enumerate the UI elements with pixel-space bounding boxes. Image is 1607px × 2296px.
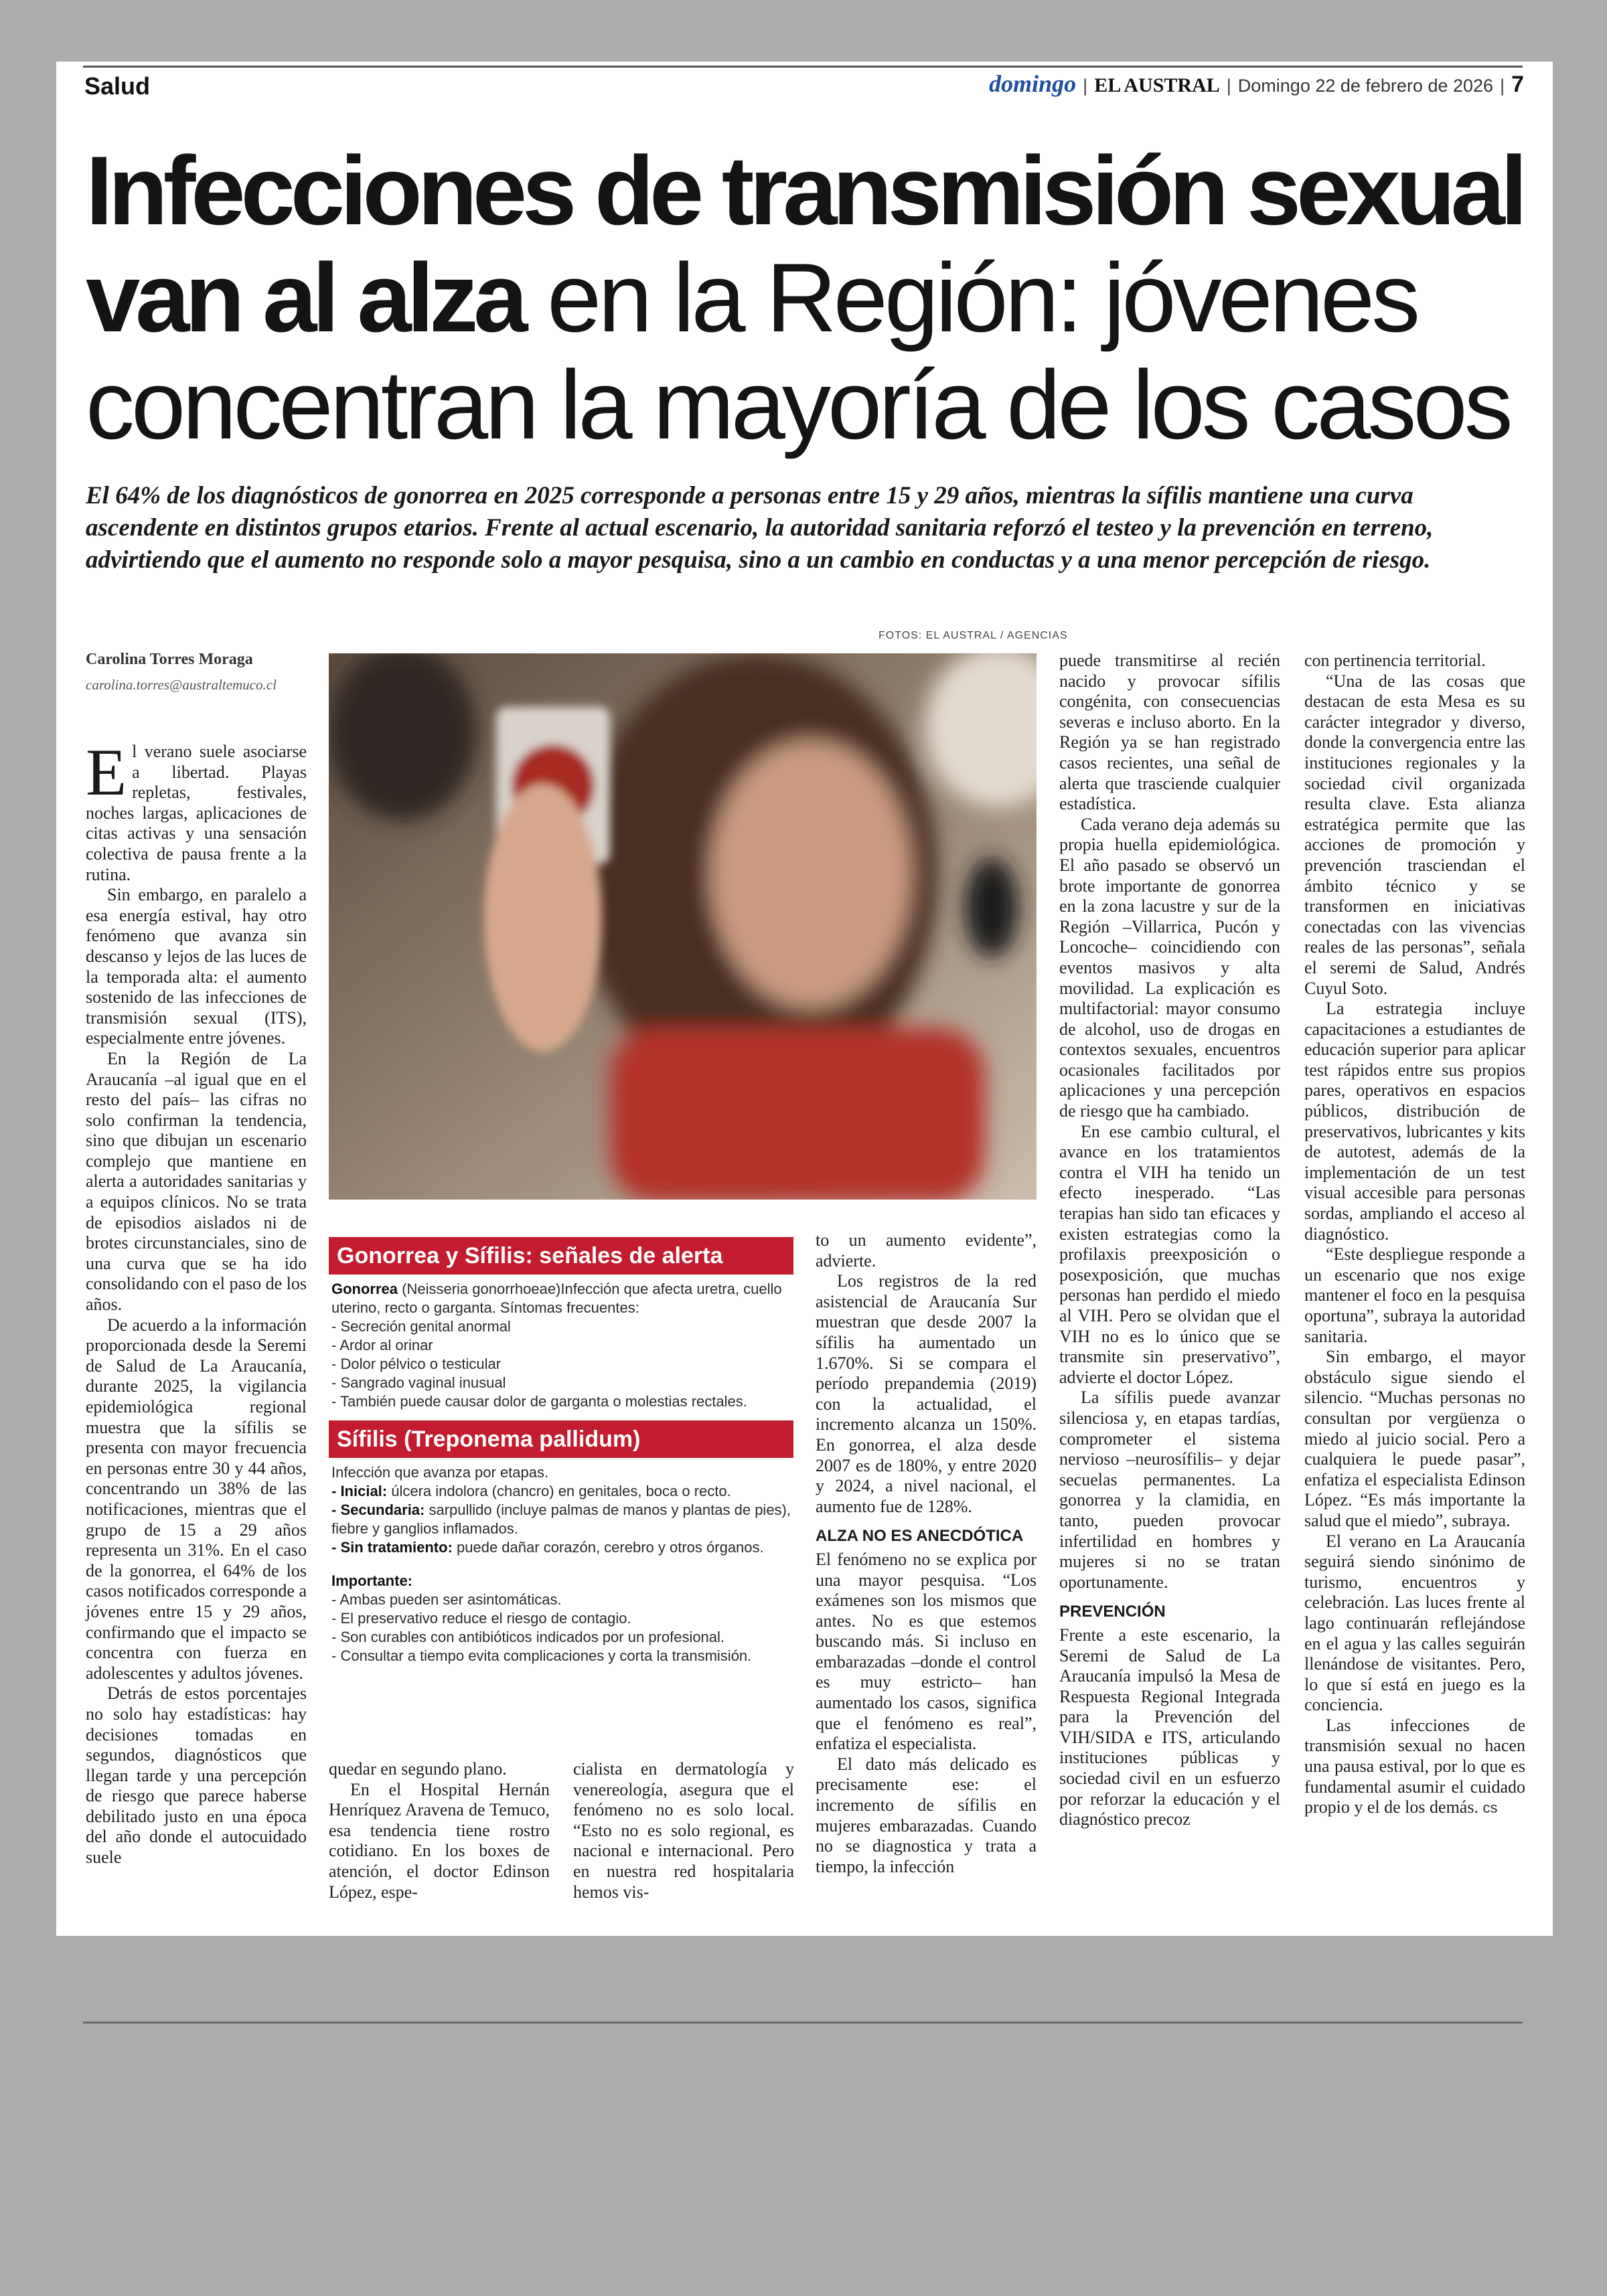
paragraph: “Este despliegue responde a un escenario que nos exige mantener el foco en la pesquisa oportuna”, subraya la autoridad sanitaria.	[1304, 1244, 1525, 1346]
term: - Inicial:	[331, 1483, 388, 1499]
masthead	[989, 70, 1524, 98]
paragraph: quedar en segundo plano.	[329, 1759, 507, 1779]
info-box	[329, 1237, 793, 1665]
paragraph: Sin embargo, el mayor obstáculo sigue siendo el silencio. “Muchas personas no consultan por vergüenza o miedo al juicio social. Pero a cualquiera le puede pasar”, enfatiza el especialista Edinson López. “Es más importante la salud que el miedo”, subraya.	[1304, 1347, 1525, 1530]
definition: sarpullido (incluye palmas de manos y plantas de pies), fiebre y ganglios inflamados.	[331, 1501, 791, 1537]
signoff-mark: cs	[1482, 1799, 1498, 1817]
photo-credit: FOTOS: EL AUSTRAL / AGENCIAS	[878, 630, 1068, 641]
headline-light-2: en la Región: jóvenes	[523, 243, 1418, 352]
closing-text: Las infecciones de transmisión sexual no hacen una pausa estival, por lo que es fundamental asumir el cuidado propio y el de los demás.	[1304, 1715, 1525, 1817]
headline-bold-1: Infecciones de transmisión sexual	[86, 136, 1523, 245]
deck: El 64% de los diagnósticos de gonorrea en 2025 corresponde a personas entre 15 y 29 años, mientras la sífilis mantiene una curva ascendente en distintos grupos etarios. Frente al actual escenario, la autoridad sanitaria reforzó el testeo y la prevención en terreno, advirtiendo que el aumento no responde solo a mayor pesquisa, sino a un cambio en conductas y a una menor percepción de riesgo.	[86, 482, 1434, 574]
paragraph: “Una de las cosas que destacan de esta Mesa es su carácter integrador y diverso, donde la convergencia entre las instituciones regionales y la sociedad civil organizada resulta clave. Esta alianza estratégica permite que las acciones de promoción y prevención trasciendan el ámbito técnico y se transformen en iniciativas conectadas con las vivencias reales de las personas”, señala el seremi de Salud, Andrés Cuyul Soto.	[1304, 671, 1525, 998]
paragraph: En la Región de La Araucanía –al igual que en el resto del país– las cifras no solo confirman la tendencia, sino que dibujan un escenario complejo que mantiene en alerta a autoridades sanitarias y a equipos clínicos. No se trata de episodios aislados ni de brotes circunstanciales, sino de una curva que se ha ido consolidando con el paso de los años.	[86, 1048, 307, 1315]
term: - Secundaria:	[331, 1501, 425, 1518]
author-name: Carolina Torres Moraga	[86, 651, 253, 668]
definition: puede dañar corazón, cerebro y otros órganos.	[452, 1539, 764, 1556]
important-list	[331, 1590, 791, 1665]
separator: |	[1500, 76, 1505, 96]
footer-rule	[83, 2022, 1523, 2024]
list-item: - El preservativo reduce el riesgo de contagio.	[331, 1609, 791, 1628]
separator: |	[1083, 76, 1088, 96]
list-item: - Secreción genital anormal	[331, 1317, 791, 1336]
definition: úlcera indolora (chancro) en genitales, boca o recto.	[387, 1483, 731, 1499]
important-label: Importante:	[331, 1572, 412, 1589]
paragraph: Detrás de estos porcentajes no solo hay estadísticas: hay decisiones tomadas en segundos, diagnósticos que llegan tarde y una percepción de riesgo que parece haberse debilitado justo en una época del año donde el autocuidado suele	[86, 1684, 307, 1868]
paragraph: El verano en La Araucanía seguirá siendo sinónimo de turismo, encuentros y celebración. Las luces frente al lago continuarán reflejándose en el agua y las calles seguirán llenándose de visitantes. Pero, lo que sí está en juego es la conciencia.	[1304, 1531, 1525, 1715]
info-box-title: Sífilis (Treponema pallidum)	[329, 1420, 793, 1458]
article-column-4	[816, 1230, 1037, 1877]
headline	[86, 137, 1532, 459]
term: Gonorrea	[331, 1281, 398, 1297]
term: - Sin tratamiento:	[331, 1539, 453, 1556]
paragraph: puede transmitirse al recién nacido y provocar sífilis congénita, con consecuencias severas e incluso aborto. En la Región ya se han registrado casos recientes, una señal de alerta que trasciende cualquier estadística.	[1059, 651, 1280, 814]
header-rule	[83, 66, 1523, 68]
gonorrea-description	[331, 1280, 791, 1317]
subheading: PREVENCIÓN	[1059, 1603, 1166, 1621]
list-item: - Ambas pueden ser asintomáticas.	[331, 1590, 791, 1609]
info-box-title: Gonorrea y Sífilis: señales de alerta	[329, 1237, 793, 1275]
paragraph: La estrategia incluye capacitaciones a estudiantes de educación superior para aplicar test rápidos entre sus propios pares, operativos en espacios públicos, distribución de preservativos, lubricantes y kits de autotest, además de la implementación de un test visual accesible para personas sordas, ampliando el acceso al diagnóstico.	[1304, 999, 1525, 1244]
gonorrea-section	[329, 1275, 793, 1411]
issue-date: Domingo 22 de febrero de 2026	[1237, 76, 1494, 96]
subheading: ALZA NO ES ANECDÓTICA	[816, 1527, 1024, 1546]
paragraph: Los registros de la red asistencial de Araucanía Sur muestran que desde 2007 la sífilis ha aumentado un 1.670%. Si se compara el período prepandemia (2019) con la actualidad, el incremento alcanza un 150%. En gonorrea, el alza desde 2007 es de 180%, y entre 2020 y 2024, a nivel nacional, el aumento fue de 128%.	[816, 1271, 1037, 1516]
article-column-5	[1059, 651, 1280, 1830]
sifilis-section	[329, 1458, 793, 1665]
page-number: 7	[1511, 72, 1524, 97]
paragraph: En ese cambio cultural, el avance en los tratamientos contra el VIH ha tenido un efecto inesperado. “Las terapias han sido tan eficaces y existen estrategias como la profilaxis preexposición o posexposición, que muchas personas han perdido el miedo al VIH. Pero se olvidan que el VIH no es lo único que se transmite sin preservativo”, advierte el doctor López.	[1059, 1121, 1280, 1387]
separator: |	[1226, 76, 1231, 96]
paragraph: Sin embargo, en paralelo a esa energía estival, hay otro fenómeno que avanza sin descanso y lejos de las luces de la temporada alta: el aumento sostenido de las infecciones de transmisión sexual (ITS), especialmente entre jóvenes.	[86, 885, 307, 1048]
paragraph: con pertinencia territorial.	[1304, 651, 1486, 670]
author-email: carolina.torres@australtemuco.cl	[86, 677, 277, 693]
paragraph: Frente a este escenario, la Seremi de Salud de La Araucanía impulsó la Mesa de Respuesta Regional Integrada para la Prevención del VIH/SIDA e ITS, articulando instituciones públicas y sociedad civil en un esfuerzo por reforzar la educación y el diagnóstico precoz	[1059, 1625, 1280, 1829]
symptom-list	[331, 1317, 791, 1411]
stage-item	[331, 1538, 791, 1557]
headline-light-3: concentran la mayoría de los casos	[86, 350, 1510, 459]
article-photo	[329, 653, 1037, 1200]
list-item: - Sangrado vaginal inusual	[331, 1374, 791, 1392]
stage-item	[331, 1482, 791, 1501]
byline	[86, 651, 313, 693]
headline-bold-2: van al alza	[86, 243, 524, 352]
article-column-2	[329, 1759, 550, 1902]
article-column-1	[86, 735, 307, 1868]
sifilis-intro: Infección que avanza por etapas.	[331, 1464, 549, 1481]
article-column-6	[1304, 651, 1525, 1819]
paragraph: La sífilis puede avanzar silenciosa y, en etapas tardías, comprometer el sistema nervioso –neurosífilis– y dejar secuelas permanentes. La gonorrea y la clamidia, en tanto, pueden provocar infertilidad en hombres y mujeres si no se tratan oportunamente.	[1059, 1388, 1280, 1592]
stage-item	[331, 1501, 791, 1538]
list-item: - Son curables con antibióticos indicados por un profesional.	[331, 1628, 791, 1647]
newspaper-name: EL AUSTRAL	[1094, 74, 1220, 96]
paragraph	[1304, 1716, 1525, 1819]
paragraph: De acuerdo a la información proporcionada desde la Seremi de Salud de La Araucanía, durante 2025, la vigilancia epidemiológica regional muestra que la sífilis se presenta con mayor frecuencia en personas entre 30 y 44 años, concentrando un 38% de las notificaciones, mientras que el grupo de 15 a 29 años representa un 31%. En el caso de la gonorrea, el 64% de los casos notificados corresponde a jóvenes entre 15 y 29 años, confirmando que el impacto se concentra con fuerza en adolescentes y adultos jóvenes.	[86, 1315, 307, 1683]
paragraph: En el Hospital Hernán Henríquez Aravena de Temuco, esa tendencia tiene rostro cotidiano. En los boxes de atención, el doctor Edinson López, espe-	[329, 1779, 550, 1902]
paragraph: to un aumento evidente”, advierte.	[816, 1230, 1037, 1270]
list-item: - Consultar a tiempo evita complicaciones y corta la transmisión.	[331, 1647, 791, 1665]
brand-name: domingo	[989, 70, 1077, 97]
paragraph: El dato más delicado es precisamente ese: el incremento de sífilis en mujeres embarazadas. Cuando no se diagnostica y trata a tiempo, la infección	[816, 1754, 1037, 1876]
list-item: - También puede causar dolor de garganta o molestias rectales.	[331, 1392, 791, 1411]
article-column-3	[573, 1759, 794, 1902]
paragraph: cialista en dermatología y venereología, asegura que el fenómeno no es solo local. “Esto no es solo regional, es nacional e internacional. Pero en nuestra red hospitalaria hemos vis-	[573, 1759, 794, 1902]
paragraph: El verano suele asociarse a libertad. Playas repletas, festivales, noches largas, aplicaciones de citas activas y una sensación colectiva de pausa frente a la rutina.	[86, 735, 307, 884]
section-label: Salud	[84, 72, 151, 100]
list-item: - Ardor al orinar	[331, 1336, 791, 1355]
paragraph: Cada verano deja además su propia huella epidemiológica. El año pasado se observó un brote importante de gonorrea en la zona lacustre y sur de la Región –Villarrica, Pucón y Loncoche– coincidiendo con eventos masivos y alta movilidad. La explicación es multifactorial: mayor consumo de alcohol, uso de drogas en contextos sexuales, encuentros ocasionales facilitados por aplicaciones y una percepción de riesgo que ha cambiado.	[1059, 814, 1280, 1121]
definition: (Neisseria gonorrhoeae)Infección que afecta uretra, cuello uterino, recto o garganta. Síntomas frecuentes:	[331, 1281, 782, 1316]
list-item: - Dolor pélvico o testicular	[331, 1355, 791, 1374]
paragraph: El fenómeno no se explica por una mayor pesquisa. “Los exámenes son los mismos que antes. No es que estemos buscando más. Si incluso en embarazadas –donde el control es muy estricto– han aumentado los casos, significa que el fenómeno es real”, enfatiza el especialista.	[816, 1549, 1037, 1754]
